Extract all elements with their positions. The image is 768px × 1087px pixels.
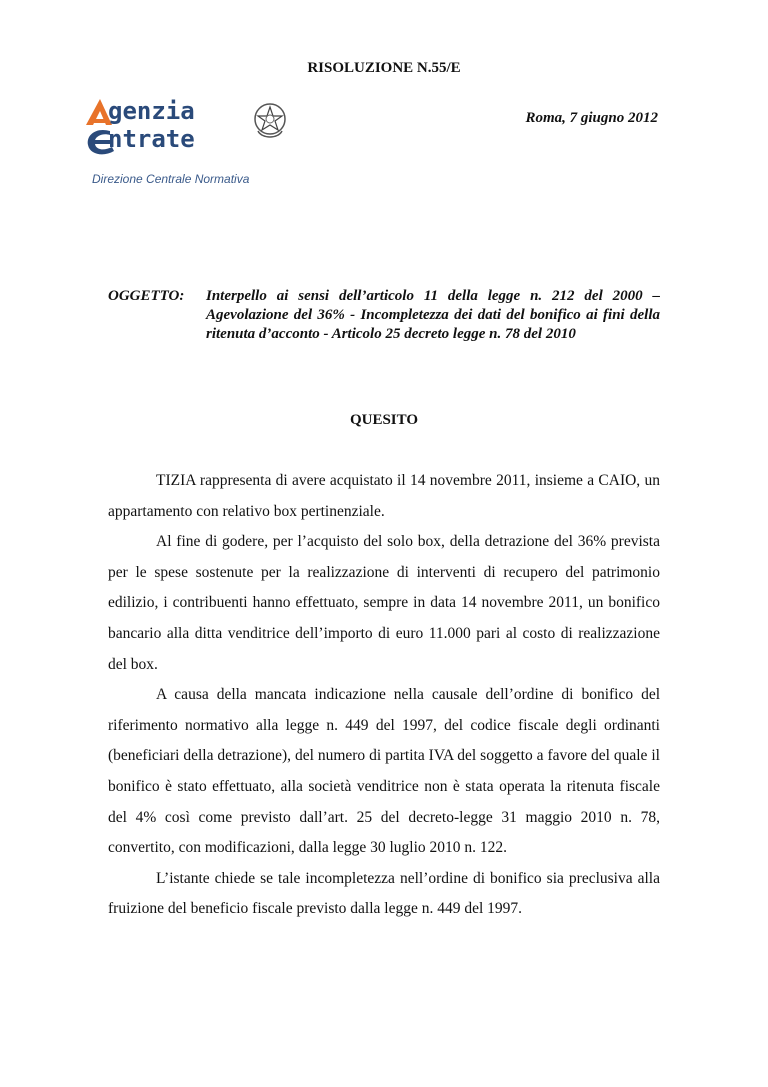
logo-line1: genzia (108, 97, 195, 125)
agenzia-entrate-logo (82, 95, 292, 165)
logo-subtitle: Direzione Centrale Normativa (92, 172, 250, 186)
paragraph: L’istante chiede se tale incompletezza nell’ordine di bonifico sia preclusiva alla fruizione del beneficio fiscale previsto dalla legge n. 449 del 1997. (108, 869, 660, 918)
italian-emblem-icon (252, 101, 288, 141)
paragraph: A causa della mancata indicazione nella causale dell’ordine di bonifico del riferimento normativo alla legge n. 449 del 1997, del codice fiscale degli ordinanti (beneficiari della detrazione), del numero di partita IVA del soggetto a favore del quale il bonifico è stato effettuato, alla società venditrice non è stata operata la ritenuta fiscale del 4% così come previsto dall’art. 25 del decreto-legge 31 maggio 2010 n. 78, convertito, con modificazioni, dalla legge 30 luglio 2010 n. 122. (108, 686, 660, 857)
paragraph: Al fine di godere, per l’acquisto del solo box, della detrazione del 36% prevista per le spese sostenute per la realizzazione di interventi di recupero del patrimonio edilizio, i contribuenti hanno effettuato, sempre in data 14 novembre 2011, un bonifico bancario alla ditta venditrice dell’importo di euro 11.000 pari al costo di realizzazione del box. (108, 533, 660, 673)
paragraph: TIZIA rappresenta di avere acquistato il 14 novembre 2011, insieme a CAIO, un appartamento con relativo box pertinenziale. (108, 472, 660, 520)
logo-line2: ntrate (108, 125, 195, 153)
oggetto-label: OGGETTO: (108, 288, 185, 304)
body-text (108, 466, 660, 925)
oggetto-text: Interpello ai sensi dell’articolo 11 della legge n. 212 del 2000 – Agevolazione del 36% - Incompletezza dei dati del bonifico ai fini della ritenuta d’acconto - Articolo 25 decreto legge n. 78 del 2010 (206, 288, 660, 342)
oggetto-block (108, 287, 660, 344)
section-heading: QUESITO (349, 412, 419, 428)
document-date: Roma, 7 giugno 2012 (525, 110, 658, 126)
document-title: RISOLUZIONE N.55/E (307, 60, 461, 76)
